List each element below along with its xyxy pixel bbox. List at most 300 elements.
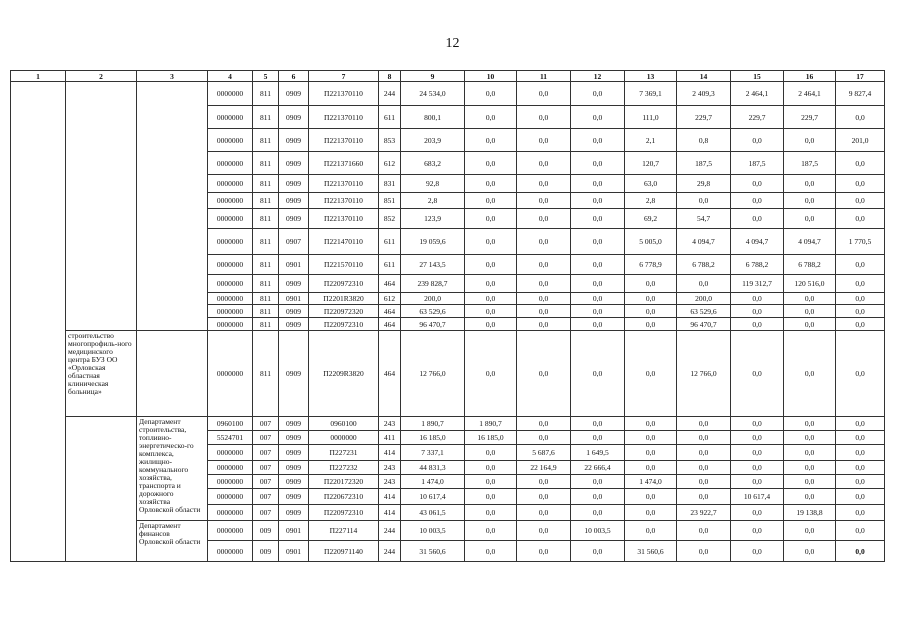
table-row [11,521,885,541]
column-number: 7 [309,71,379,82]
cell: 229,7 [784,106,836,129]
cell: 0,0 [677,461,731,475]
cell: 0,0 [625,431,677,445]
cell: 0,0 [517,318,571,331]
cell: 0,0 [517,431,571,445]
cell: 0,0 [677,431,731,445]
cell: 0,0 [784,461,836,475]
cell: 244 [379,521,401,541]
cell: 0,0 [465,82,517,106]
cell: 10 617,4 [731,489,784,505]
column-number: 12 [571,71,625,82]
cell: 0,0 [571,318,625,331]
cell: 0909 [279,129,309,152]
cell: 611 [379,106,401,129]
cell: 0000000 [208,175,253,193]
cell: 0,0 [784,417,836,431]
cell: 0,0 [836,152,885,175]
cell: П221570110 [309,255,379,275]
cell: 811 [253,229,279,255]
cell: 1 474,0 [625,475,677,489]
cell: 0000000 [208,152,253,175]
cell: 0901 [279,541,309,562]
cell: 2,8 [401,193,465,209]
cell: 0,0 [836,255,885,275]
cell: 811 [253,318,279,331]
cell: П2201R3820 [309,293,379,305]
cell: 0,0 [465,445,517,461]
cell: П220972320 [309,305,379,318]
cell: 0,0 [625,461,677,475]
cell: 852 [379,209,401,229]
cell: 1 474,0 [401,475,465,489]
cell: 0,0 [465,521,517,541]
column-1-merged-cell [11,82,66,562]
cell: 0000000 [208,209,253,229]
column-number: 9 [401,71,465,82]
cell: 0,0 [784,489,836,505]
cell: П221370110 [309,209,379,229]
cell: 0,0 [571,129,625,152]
cell: 92,8 [401,175,465,193]
cell: 0909 [279,152,309,175]
cell: 0,0 [677,489,731,505]
cell: 0,0 [465,461,517,475]
cell: 0,0 [677,445,731,461]
cell: 0,0 [731,331,784,417]
cell: П221370110 [309,82,379,106]
cell: 31 560,6 [625,541,677,562]
cell: 0,0 [465,505,517,521]
cell: 0,0 [677,417,731,431]
cell: 6 788,2 [784,255,836,275]
cell: 6 788,2 [677,255,731,275]
cell: 0901 [279,293,309,305]
cell: 201,0 [836,129,885,152]
cell: 0,0 [784,293,836,305]
column-number: 16 [784,71,836,82]
cell: 0,0 [784,475,836,489]
cell: 5 687,6 [517,445,571,461]
cell: 0960100 [208,417,253,431]
cell: 0,0 [625,275,677,293]
cell: 2,8 [625,193,677,209]
cell: 811 [253,209,279,229]
cell: 0,0 [836,318,885,331]
cell: 0,0 [465,209,517,229]
cell: 0,0 [784,175,836,193]
cell: 0909 [279,193,309,209]
cell: 0909 [279,82,309,106]
cell: 0909 [279,275,309,293]
cell: 0,0 [465,541,517,562]
cell: 1 890,7 [465,417,517,431]
cell: 0,0 [677,275,731,293]
cell: 0,0 [571,209,625,229]
cell: 9 827,4 [836,82,885,106]
cell: 0,0 [465,129,517,152]
cell: 5524701 [208,431,253,445]
cell: 0,0 [784,331,836,417]
cell: 2 409,3 [677,82,731,106]
column-number: 5 [253,71,279,82]
cell: 0,0 [625,318,677,331]
cell: 0,0 [465,175,517,193]
cell: 123,9 [401,209,465,229]
cell: 0,0 [836,331,885,417]
cell: 007 [253,489,279,505]
cell: 31 560,6 [401,541,465,562]
cell: 0,0 [465,331,517,417]
cell: 0,0 [571,417,625,431]
cell: 0,0 [784,445,836,461]
cell: 0,0 [571,541,625,562]
cell: 851 [379,193,401,209]
cell: 43 061,5 [401,505,465,521]
column-number: 3 [137,71,208,82]
cell: 0000000 [208,521,253,541]
cell: 464 [379,331,401,417]
cell: 0,0 [517,293,571,305]
cell: 0909 [279,475,309,489]
cell: 0,0 [625,521,677,541]
cell: 0,0 [677,475,731,489]
cell: 63 529,6 [401,305,465,318]
cell: 0,0 [465,305,517,318]
cell: 244 [379,541,401,562]
cell: 0,0 [571,475,625,489]
cell: 0,0 [625,305,677,318]
cell: П221470110 [309,229,379,255]
cell: 414 [379,445,401,461]
cell: 0,0 [836,475,885,489]
cell: 0,0 [517,255,571,275]
cell: 0000000 [208,445,253,461]
cell: 0,0 [517,505,571,521]
cell: 7 337,1 [401,445,465,461]
column-number: 1 [11,71,66,82]
cell: 0,0 [571,505,625,521]
cell: 0,0 [625,505,677,521]
cell: 0901 [279,255,309,275]
cell: 0,0 [465,152,517,175]
cell: 0,0 [784,193,836,209]
cell: П220972310 [309,275,379,293]
cell: 0,0 [836,305,885,318]
cell: 0,0 [517,541,571,562]
cell: 0,0 [625,445,677,461]
cell: 0,0 [731,521,784,541]
cell: 0,0 [836,175,885,193]
cell: 0,0 [731,541,784,562]
cell: 44 831,3 [401,461,465,475]
cell: 464 [379,318,401,331]
cell: 0,0 [465,193,517,209]
cell: 007 [253,505,279,521]
cell: 811 [253,255,279,275]
cell: 611 [379,255,401,275]
cell: 24 534,0 [401,82,465,106]
cell: 2,1 [625,129,677,152]
cell: 0000000 [208,318,253,331]
cell: 0,0 [836,417,885,431]
cell: 187,5 [677,152,731,175]
cell: 800,1 [401,106,465,129]
cell: 811 [253,175,279,193]
cell: 203,9 [401,129,465,152]
cell: 120 516,0 [784,275,836,293]
cell: 22 164,9 [517,461,571,475]
cell: 2 464,1 [784,82,836,106]
cell: П2209R3820 [309,331,379,417]
cell: 0901 [279,521,309,541]
cell: 853 [379,129,401,152]
cell: 0000000 [208,489,253,505]
object-name-cell: строительство многопрофиль-ного медицинского центра БУЗ ОО «Орловская областная клиническая больница» [66,331,137,417]
cell: 0,0 [731,417,784,431]
cell: П220971140 [309,541,379,562]
cell: П221370110 [309,193,379,209]
cell: 007 [253,417,279,431]
cell: 811 [253,152,279,175]
cell: 0,0 [571,82,625,106]
cell: 0,0 [571,305,625,318]
cell: 464 [379,305,401,318]
cell: 0,0 [571,431,625,445]
cell: 0,0 [571,293,625,305]
cell: 0,0 [465,318,517,331]
cell: 0,0 [836,193,885,209]
cell: 0,0 [465,106,517,129]
cell: 243 [379,475,401,489]
cell: 811 [253,193,279,209]
cell: 0,0 [517,305,571,318]
cell: 19 138,8 [784,505,836,521]
cell: 0,0 [784,129,836,152]
cell: 0,0 [571,229,625,255]
cell: 2 464,1 [731,82,784,106]
cell: 683,2 [401,152,465,175]
cell: 0000000 [208,505,253,521]
cell: 200,0 [677,293,731,305]
cell: 0,0 [625,417,677,431]
column-number: 17 [836,71,885,82]
cell: 007 [253,461,279,475]
cell: 1 649,5 [571,445,625,461]
cell: 0000000 [208,293,253,305]
cell: 0,0 [517,417,571,431]
column-number: 2 [66,71,137,82]
cell: 0,0 [571,275,625,293]
cell: 0,0 [731,293,784,305]
cell: 0,0 [836,521,885,541]
cell: 811 [253,293,279,305]
cell: 0,0 [625,293,677,305]
cell: 0,0 [625,331,677,417]
cell: 0909 [279,489,309,505]
column-2-merged-cell [66,417,137,562]
cell: 229,7 [677,106,731,129]
cell: П220972310 [309,318,379,331]
cell: 0,0 [731,318,784,331]
cell: 10 003,5 [401,521,465,541]
cell: 0,0 [836,106,885,129]
cell: 0,0 [517,152,571,175]
cell: 0909 [279,209,309,229]
cell: 4 094,7 [784,229,836,255]
cell: П221371660 [309,152,379,175]
cell: 0,0 [731,461,784,475]
cell: 120,7 [625,152,677,175]
cell: 0,0 [465,229,517,255]
cell: 0,0 [836,489,885,505]
cell: 111,0 [625,106,677,129]
cell: 0,8 [677,129,731,152]
cell: 612 [379,152,401,175]
cell: 007 [253,475,279,489]
cell: 007 [253,431,279,445]
cell: 0,0 [465,475,517,489]
column-2-merged-cell [66,82,137,331]
cell: 0909 [279,445,309,461]
cell: 0,0 [836,275,885,293]
cell: 0960100 [309,417,379,431]
cell: 0000000 [208,82,253,106]
cell: 009 [253,541,279,562]
cell: П227114 [309,521,379,541]
cell: 0,0 [677,521,731,541]
cell: 0909 [279,318,309,331]
cell: 0,0 [784,305,836,318]
cell: 0,0 [625,489,677,505]
column-number: 13 [625,71,677,82]
cell: 0,0 [571,489,625,505]
cell: 187,5 [784,152,836,175]
cell: 0,0 [731,505,784,521]
cell: 0,0 [571,152,625,175]
cell: 0909 [279,417,309,431]
cell: 0,0 [517,209,571,229]
table-row [11,417,885,431]
cell: 19 059,6 [401,229,465,255]
cell: 7 369,1 [625,82,677,106]
cell: 0,0 [784,431,836,445]
cell: 0,0 [836,505,885,521]
cell: 0,0 [571,193,625,209]
cell: П221370110 [309,106,379,129]
column-number: 8 [379,71,401,82]
cell: 0909 [279,305,309,318]
cell: 0909 [279,106,309,129]
cell: 0,0 [517,193,571,209]
cell: 0,0 [677,541,731,562]
cell: 811 [253,275,279,293]
column-3-empty-cell [137,331,208,417]
column-number: 10 [465,71,517,82]
cell: 5 005,0 [625,229,677,255]
cell: 0,0 [731,175,784,193]
cell: 69,2 [625,209,677,229]
cell: 009 [253,521,279,541]
cell: 811 [253,331,279,417]
cell: 811 [253,129,279,152]
cell: 831 [379,175,401,193]
column-number: 4 [208,71,253,82]
cell: 23 922,7 [677,505,731,521]
cell: 0,0 [836,445,885,461]
cell: 612 [379,293,401,305]
cell: 0000000 [208,331,253,417]
cell: 187,5 [731,152,784,175]
cell: 12 766,0 [677,331,731,417]
cell: 119 312,7 [731,275,784,293]
cell: 0,0 [517,521,571,541]
cell: П220672310 [309,489,379,505]
cell: 0,0 [677,193,731,209]
cell: 0000000 [208,255,253,275]
cell: 411 [379,431,401,445]
cell: 1 770,5 [836,229,885,255]
cell: 611 [379,229,401,255]
column-number: 15 [731,71,784,82]
cell: П221370110 [309,175,379,193]
cell: 0000000 [208,461,253,475]
cell: 0,0 [836,541,885,562]
cell: 0,0 [517,82,571,106]
cell: 10 617,4 [401,489,465,505]
column-3-merged-cell [137,82,208,331]
cell: 0000000 [208,229,253,255]
cell: П227231 [309,445,379,461]
column-number: 11 [517,71,571,82]
cell: 0,0 [731,475,784,489]
column-number: 14 [677,71,731,82]
cell: 0,0 [465,275,517,293]
cell: 414 [379,489,401,505]
cell: 0,0 [731,445,784,461]
cell: 0,0 [517,331,571,417]
cell: 0,0 [731,129,784,152]
department-cell: Департамент финансов Орловской области [137,521,208,562]
column-number: 6 [279,71,309,82]
cell: 811 [253,305,279,318]
cell: 0,0 [784,209,836,229]
cell: П221370110 [309,129,379,152]
cell: 16 185,0 [465,431,517,445]
cell: 4 094,7 [677,229,731,255]
page-number: 12 [445,36,460,51]
cell: 0000000 [309,431,379,445]
table-row [11,331,885,417]
cell: 0909 [279,505,309,521]
cell: 63 529,6 [677,305,731,318]
cell: 414 [379,505,401,521]
cell: 6 788,2 [731,255,784,275]
cell: 239 828,7 [401,275,465,293]
cell: 0907 [279,229,309,255]
cell: 0,0 [517,175,571,193]
cell: 0,0 [731,193,784,209]
cell: 0,0 [836,431,885,445]
cell: 29,8 [677,175,731,193]
cell: 0909 [279,431,309,445]
cell: 10 003,5 [571,521,625,541]
cell: 0000000 [208,275,253,293]
cell: 96 470,7 [677,318,731,331]
cell: 0,0 [836,293,885,305]
cell: 244 [379,82,401,106]
table-row [11,82,885,106]
